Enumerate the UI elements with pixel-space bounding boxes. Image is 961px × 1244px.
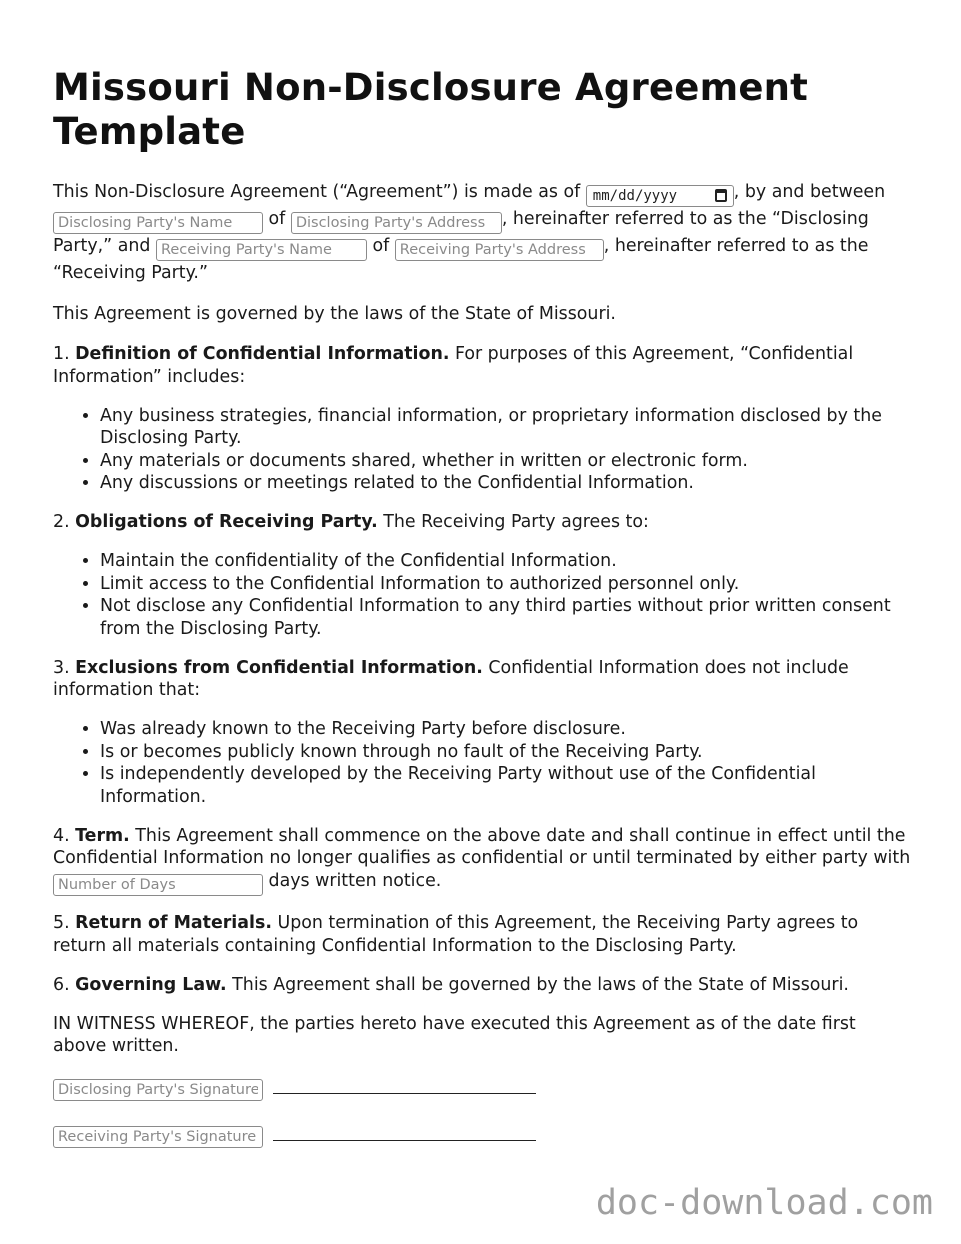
- section-5: [53, 912, 911, 957]
- receiving-party-address-input[interactable]: [395, 239, 604, 261]
- section-3-heading: Exclusions from Confidential Information.: [75, 657, 483, 678]
- intro-of-2: of: [366, 236, 395, 256]
- section-2-list: [53, 550, 911, 640]
- section-1-number: 1.: [53, 344, 76, 364]
- document: [53, 66, 911, 1168]
- intro-text-1: This Non-Disclosure Agreement (“Agreement”) is made as of: [53, 182, 586, 202]
- calendar-icon[interactable]: [715, 189, 727, 202]
- section-6: [53, 974, 911, 997]
- list-item: • Any discussions or meetings related to the Confidential Information.: [100, 472, 911, 495]
- section-6-number: 6.: [53, 974, 76, 995]
- list-item: • Maintain the confidentiality of the Confidential Information.: [100, 550, 911, 573]
- list-item: • Is independently developed by the Receiving Party without use of the Confidential Information.: [100, 763, 911, 808]
- section-2-heading: Obligations of Receiving Party.: [75, 512, 378, 532]
- receiving-party-signature-input[interactable]: [53, 1126, 263, 1148]
- section-4-text-1: This Agreement shall commence on the above date and shall continue in effect until the Confidential Information no longer qualifies as confidential or until terminated by either party with: [53, 825, 911, 868]
- section-1-heading: Definition of Confidential Information.: [75, 344, 450, 364]
- section-1-text: For purposes of this Agreement, “Confidential Information” includes:: [53, 344, 854, 387]
- disclosing-party-signature-input[interactable]: [53, 1079, 263, 1101]
- disclosing-signature-row: [53, 1074, 911, 1101]
- intro-text-3: , hereinafter referred to as the “Disclosing Party,” and: [53, 209, 869, 256]
- governed-statement: This Agreement is governed by the laws of the State of Missouri.: [53, 304, 616, 324]
- section-3-number: 3.: [53, 657, 76, 678]
- intro-text-2: , by and between: [733, 182, 886, 202]
- section-1-list: [53, 405, 911, 495]
- list-item: • Was already known to the Receiving Party before disclosure.: [100, 718, 911, 741]
- date-placeholder: mm/dd/yyyy: [592, 188, 678, 204]
- section-3-list: [53, 718, 911, 808]
- section-2-text: The Receiving Party agrees to:: [377, 512, 649, 532]
- intro-paragraph: [53, 180, 911, 286]
- section-6-heading: Governing Law.: [75, 974, 227, 995]
- witness-statement: IN WITNESS WHEREOF, the parties hereto have executed this Agreement as of the date first above written.: [53, 1013, 856, 1056]
- section-5-number: 5.: [53, 913, 76, 933]
- section-6-text: This Agreement shall be governed by the laws of the State of Missouri.: [226, 974, 849, 995]
- section-5-text: Upon termination of this Agreement, the Receiving Party agrees to return all materials containing Confidential Information to the Disclosing Party.: [53, 913, 859, 956]
- agreement-date-input[interactable]: [586, 185, 734, 207]
- notice-days-input[interactable]: [53, 874, 263, 896]
- section-1: [53, 343, 911, 388]
- receiving-signature-row: [53, 1121, 911, 1148]
- section-3: [53, 657, 911, 702]
- section-3-text: Confidential Information does not include information that:: [53, 657, 849, 700]
- receiving-party-name-input[interactable]: [156, 239, 367, 261]
- list-item: • Is or becomes publicly known through no fault of the Receiving Party.: [100, 741, 911, 764]
- list-item: • Not disclose any Confidential Information to any third parties without prior written consent from the Disclosing Party.: [100, 595, 911, 640]
- intro-text-4: , hereinafter referred to as the “Receiving Party.”: [53, 236, 869, 283]
- disclosing-party-address-input[interactable]: [291, 212, 502, 234]
- list-item: • Any materials or documents shared, whether in written or electronic form.: [100, 450, 911, 473]
- page-title: Missouri Non-Disclosure Agreement Template: [53, 66, 809, 153]
- disclosing-party-name-input[interactable]: [53, 212, 263, 234]
- section-4-text-2: days written notice.: [263, 870, 442, 891]
- section-4: [53, 825, 911, 896]
- section-4-number: 4.: [53, 825, 76, 846]
- section-4-heading: Term.: [75, 825, 130, 846]
- signature-line: [273, 1122, 536, 1141]
- list-item: • Limit access to the Confidential Information to authorized personnel only.: [100, 573, 911, 596]
- watermark: doc-download.com: [595, 1183, 933, 1223]
- section-2: [53, 511, 911, 534]
- section-2-number: 2.: [53, 512, 76, 532]
- list-item: • Any business strategies, financial information, or proprietary information disclosed by the Disclosing Party.: [100, 405, 911, 450]
- signature-line: [273, 1075, 536, 1094]
- intro-of-1: of: [263, 209, 291, 229]
- section-5-heading: Return of Materials.: [75, 913, 272, 933]
